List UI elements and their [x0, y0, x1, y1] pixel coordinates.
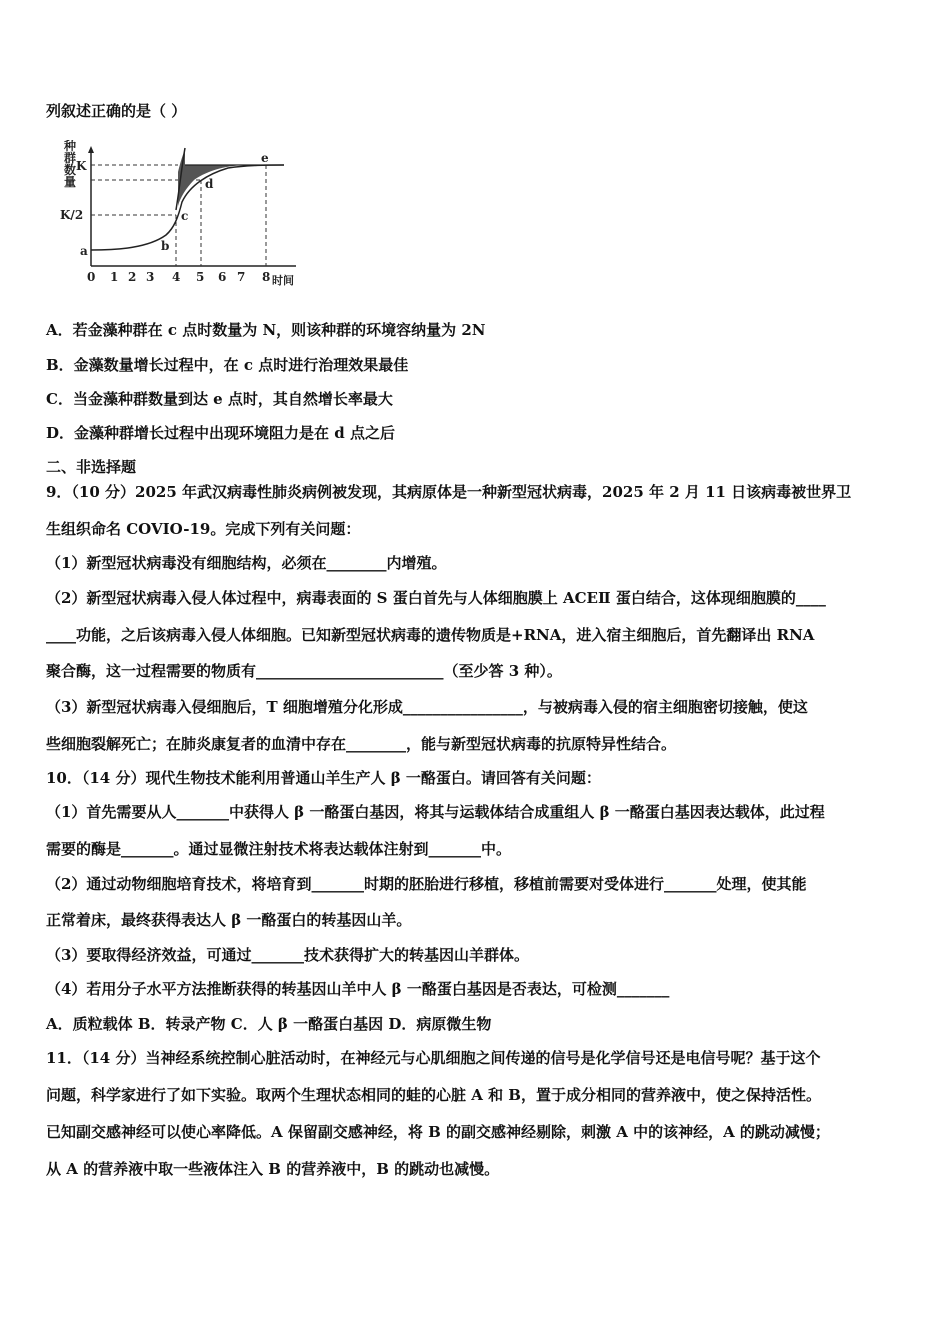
x-tick-label: 0 [87, 270, 96, 284]
q9-line: （2）新型冠状病毒入侵人体过程中，病毒表面的 S 蛋白首先与人体细胞膜上 ACEⅡ 蛋白结合，这体现细胞膜的____ [46, 589, 826, 607]
point-label-e: e [261, 151, 269, 165]
q11-line: 从 A 的营养液中取一些液体注入 B 的营养液中，B 的跳动也减慢。 [46, 1160, 500, 1178]
q10-line: 需要的酶是_______。通过显微注射技术将表达载体注射到_______中。 [46, 840, 512, 858]
k-label: K [76, 159, 87, 173]
y-axis-label-char: 种 [64, 140, 77, 153]
q9-line: 生组织命名 COVIO-19。完成下列有关问题： [46, 520, 361, 538]
q9-line: （3）新型冠状病毒入侵细胞后，T 细胞增殖分化形成________________，与被病毒入侵的宿主细胞密切接触，使这 [46, 698, 808, 716]
section-heading: 二、非选择题 [46, 458, 137, 476]
x-tick-label: 7 [237, 270, 246, 284]
x-tick-label: 8 [262, 270, 271, 284]
x-tick-label: 2 [128, 270, 137, 284]
q10-line: （3）要取得经济效益，可通过_______技术获得扩大的转基因山羊群体。 [46, 946, 529, 964]
y-axis-label-char: 群 [64, 151, 77, 165]
x-tick-label: 6 [218, 270, 227, 284]
q11-line: 已知副交感神经可以使心率降低。A 保留副交感神经，将 B 的副交感神经剔除，刺激 A 中的该神经，A 的跳动减慢； [46, 1123, 830, 1141]
q10-choices: A．质粒载体 B．转录产物 C．人 β 一酪蛋白基因 D．病原微生物 [46, 1015, 492, 1033]
q10-line: （1）首先需要从人_______中获得人 β 一酪蛋白基因，将其与运载体结合成重组人 β 一酪蛋白基因表达载体，此过程 [46, 803, 825, 821]
half-k-label: K/2 [60, 208, 84, 222]
q9-line: 9．（10 分）2025 年武汉病毒性肺炎病例被发现，其病原体是一种新型冠状病毒，2025 年 2 月 11 日该病毒被世界卫 [46, 483, 852, 501]
option-d: D．金藻种群增长过程中出现环境阻力是在 d 点之后 [46, 424, 395, 442]
q9-line: ____功能，之后该病毒入侵人体细胞。已知新型冠状病毒的遗传物质是+RNA，进入宿主细胞后，首先翻译出 RNA [46, 626, 815, 644]
population-growth-figure [58, 140, 328, 288]
q9-line: （1）新型冠状病毒没有细胞结构，必须在________内增殖。 [46, 554, 447, 572]
q9-line: 聚合酶，这一过程需要的物质有_________________________（至少答 3 种）。 [46, 662, 562, 680]
option-b: B．金藻数量增长过程中，在 c 点时进行治理效果最佳 [46, 356, 409, 374]
point-label-a: a [80, 244, 88, 258]
q11-line: 问题，科学家进行了如下实验。取两个生理状态相同的蛙的心脏 A 和 B，置于成分相同的营养液中，使之保持活性。 [46, 1086, 821, 1104]
point-label-c: c [181, 209, 189, 223]
q10-line: （2）通过动物细胞培育技术，将培育到_______时期的胚胎进行移植，移植前需要对受体进行_______处理，使其能 [46, 875, 807, 893]
option-c: C．当金藻种群数量到达 e 点时，其自然增长率最大 [46, 390, 393, 408]
q9-line: 些细胞裂解死亡；在肺炎康复者的血清中存在________，能与新型冠状病毒的抗原特异性结合。 [46, 735, 677, 753]
question-intro: 列叙述正确的是（ ） [46, 102, 187, 120]
y-axis-arrow [88, 146, 94, 153]
y-axis-label-char: 数 [64, 163, 77, 177]
x-tick-label: 3 [146, 270, 155, 284]
q11-line: 11．（14 分）当神经系统控制心脏活动时，在神经元与心肌细胞之间传递的信号是化学信号还是电信号呢？基于这个 [46, 1049, 821, 1067]
q10-line: 10．（14 分）现代生物技术能利用普通山羊生产人 β 一酪蛋白。请回答有关问题： [46, 769, 601, 787]
option-a: A．若金藻种群在 c 点时数量为 N，则该种群的环境容纳量为 2N [46, 321, 486, 339]
point-label-b: b [161, 239, 170, 253]
x-tick-label: 4 [172, 270, 181, 284]
q10-line: 正常着床，最终获得表达人 β 一酪蛋白的转基因山羊。 [46, 911, 412, 929]
point-label-d: d [205, 177, 214, 191]
y-axis-label-char: 量 [64, 175, 77, 189]
x-axis-label: 时间 [272, 274, 294, 287]
x-tick-label: 5 [196, 270, 205, 284]
q10-line: （4）若用分子水平方法推断获得的转基因山羊中人 β 一酪蛋白基因是否表达，可检测_______ [46, 980, 670, 998]
x-tick-label: 1 [110, 270, 119, 284]
